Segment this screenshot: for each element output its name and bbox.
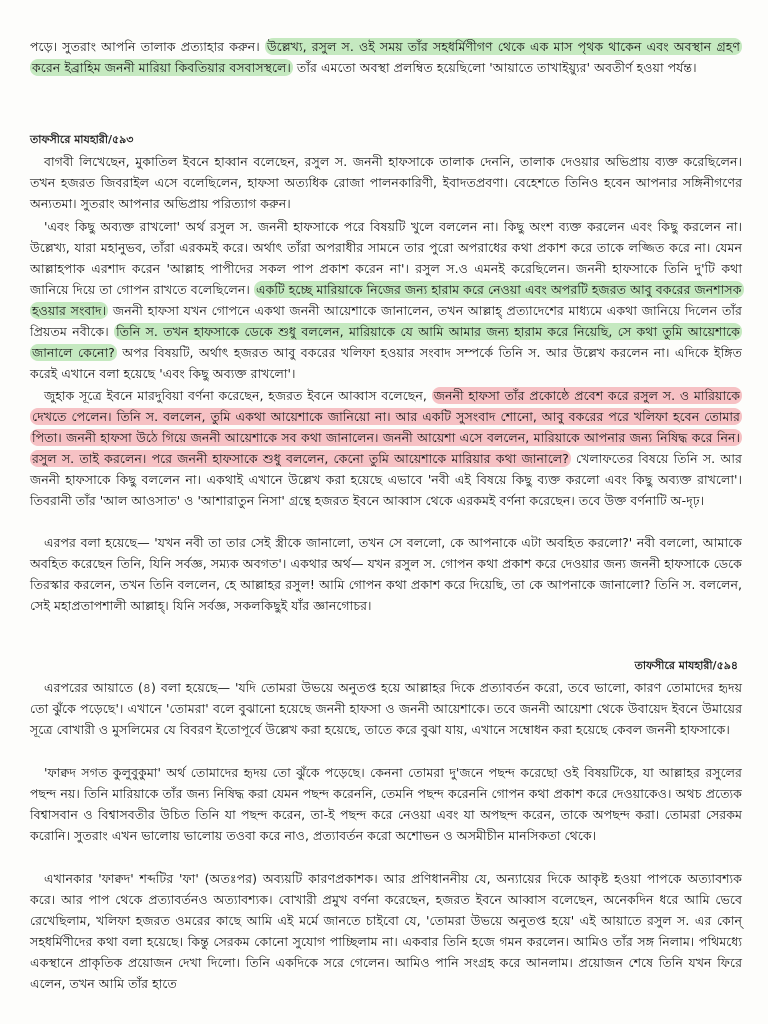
paragraph-text: অপর বিষয়টি, অর্থাৎ হজরত আবু বকরের খলিফা হওয়ার সংবাদ সম্পর্কে তিনি স. আর উল্লেখ করলেন না। এদিকে ইঙ্গিত করেই এখানে বলা হয়েছে 'এবং কিছু অব্যক্ত রাখলো'।	[30, 345, 742, 381]
paragraph: এরপরের আয়াতে (৪) বলা হয়েছে— 'যদি তোমরা উভয়ে অনুতপ্ত হয়ে আল্লাহর দিকে প্রত্যাবর্তন করো, তবে ভালো, কারণ তোমাদের হৃদয় তো ঝুঁকে পড়েছে'। এখানে 'তোমরা' বলে বুঝানো হয়েছে জননী হাফসা ও জননী আয়েশাকে। তবে জননী আয়েশা থেকে উবায়েদ ইবনে উমায়ের সূত্রে বোখারী ও মুসলিমের যে বিবরণ ইতোপূর্বে উল্লেখ করা হয়েছে, তাতে করে বুঝা যায়, এখানে সম্বোধন করা হয়েছে কেবল জননী হাফসাকে।	[30, 680, 742, 737]
paragraph-text: 'এবং কিছু অব্যক্ত রাখলো' অর্থ রসুল স. জননী হাফসাকে পরে বিষয়টি খুলে বললেন না। কিছু অংশ ব্যক্ত করলেন এবং কিছু করলেন না। উল্লেখ্য, যারা মহানুভব, তাঁরা এরকমই করে। অর্থাৎ তাঁরা অপরাধীর সামনে তার পুরো অপরাধের কথা প্রকাশ করে তাকে লজ্জিত করে না। যেমন আল্লাহপাক এরশাদ করেন 'আল্লাহ পাপীদের সকল পাপ প্রকাশ করেন না'। রসুল স.ও এমনই করেছিলেন। জননী হাফসাকে তিনি দু'টি কথা জানিয়ে দিয়ে তা গোপন রাখতে বলেছিলেন।	[30, 219, 742, 297]
paragraph	[30, 216, 742, 384]
paragraph: এখানকার 'ফাক্বদ' শব্দটির 'ফা' (অতঃপর) অব্যয়টি কারণপ্রকাশক। আর প্রণিধাননীয় যে, অন্যায়ের দিকে আকৃষ্ট হওয়া পাপকে অত্যাবশ্যক করে। আর পাপ থেকে প্রত্যাবর্তনও অত্যাবশ্যক। বোখারী প্রমুখ বর্ণনা করেছেন, হজরত ইবনে আব্বাস বলেছেন, অনেকদিন ধরে আমি ভেবে রেখেছিলাম, খলিফা হজরত ওমরের কাছে আমি এই মর্মে জানতে চাইবো যে, 'তোমরা উভয়ে অনুতপ্ত হয়ে' এই আয়াতে রসুল স. এর কোন্ সহধর্মিণীদের কথা বলা হয়েছে। কিন্তু সেরকম কোনো সুযোগ পাচ্ছিলাম না। একবার তিনি হজে গমন করলেন। আমিও তাঁর সঙ্গ নিলাম। পথিমধ্যে একস্থানে প্রাকৃতিক প্রয়োজন দেখা দিলো। তিনি একদিকে সরে গেলেন। আমিও পানি সংগ্রহ করে আনলাম। প্রয়োজন শেষে তিনি যখন ফিরে এলেন, তখন আমি তাঁর হাতে	[30, 871, 742, 991]
paragraph	[30, 385, 742, 511]
green-highlight: তিনি স. তখন হাফসাকে ডেকে শুধু বললেন, মারিয়াকে যে আমি আমার জন্য হারাম করে নিয়েছি, সে কথা তুমি আয়েশাকে জানালে কেনো?	[32, 324, 740, 360]
section-header-594: তাফসীরে মাযহারী/৫৯৪	[634, 659, 738, 672]
section-header-593: তাফসীরে মাযহারী/৫৯৩	[30, 133, 134, 146]
paragraph: বাগবী লিখেছেন, মুকাতিল ইবনে হাব্বান বলেছেন, রসুল স. জননী হাফসাকে তালাক দেননি, তালাক দেওয়ার অভিপ্রায় ব্যক্ত করেছিলেন। তখন হজরত জিবরাইল এসে বলেছিলেন, হাফসা অত্যধিক রোজা পালনকারিণী, ইবাদতপ্রবণা। বেহেশতে তিনিও হবেন আপনার সঙ্গিনীগণের অন্যতমা। সুতরাং আপনার অভিপ্রায় পরিত্যাগ করুন।	[30, 154, 742, 211]
top-paragraph	[30, 36, 742, 78]
paragraph: 'ফাক্বদ সগত কুলুবুকুমা' অর্থ তোমাদের হৃদয় তো ঝুঁকে পড়েছে। কেননা তোমরা দু'জনে পছন্দ করেছো ওই বিষয়টিকে, যা আল্লাহর রসুলের পছন্দ নয়। তিনি মারিয়াকে তাঁর জন্য নিষিদ্ধ করা যেমন পছন্দ করেননি, তেমনি পছন্দ করেননি গোপন কথা প্রকাশ করে দেওয়াকেও। অথচ প্রত্যেক বিশ্বাসবান ও বিশ্বাসবতীর উচিত তিনি যা পছন্দ করেন, তা-ই পছন্দ করে নেওয়া এবং যা অপছন্দ করেন, তাকে অপছন্দ করা। তোমরা সেরকম করোনি। সুতরাং এখন ভালোয় ভালোয় তওবা করে নাও, প্রত্যাবর্তন করো অশোভন ও অসমীচীন মানসিকতা থেকে।	[30, 765, 742, 843]
red-highlight: জননী হাফসা তাঁর প্রকোষ্ঠে প্রবেশ করে রসুল স. ও মারিয়াকে দেখতে পেলেন। তিনি স. বললেন, তুমি একথা আয়েশাকে জানিয়ো না। আর একটি সুসংবাদ শোনো, আবু বকরের পরে খলিফা হবেন তোমার পিতা। জননী হাফসা উঠে গিয়ে জননী আয়েশাকে সব কথা জানালেন। জননী আয়েশা এসে বললেন, মারিয়াকে আপনার জন্য নিষিদ্ধ করে নিন। রসুল স. তাই করলেন। পরে জননী হাফসাকে শুধু বললেন, কেনো তুমি আয়েশাকে মারিয়ার কথা জানালে?	[32, 388, 741, 466]
paragraph-text: খেলাফতের বিষয়ে তিনি স. আর জননী হাফসাকে কিছু বললেন না। একথাই এখানে উল্লেখ করা হয়েছে এভাবে 'নবী এই বিষয়ে কিছু ব্যক্ত করলো এবং কিছু অব্যক্ত রাখলো'। তিবরানী তাঁর 'আল আওসাত' ও 'আশারাতুন নিসা' গ্রন্থে হজরত ইবনে আব্বাস থেকে এরকমই বর্ণনা করেছেন। তবে উক্ত বর্ণনাটি অ-দৃঢ়।	[30, 451, 742, 508]
green-highlight: একটি হচ্ছে মারিয়াকে নিজের জন্য হারাম করে নেওয়া এবং অপরটি হজরত আবু বকরের জনশাসক হওয়ার সংবাদ।	[32, 282, 742, 318]
paragraph-text: জুহাক সূত্রে ইবনে মারদুবিয়া বর্ণনা করেছেন, হজরত ইবনে আব্বাস বলেছেন,	[44, 388, 432, 403]
top-paragraph-text: পড়ে। সুতরাং আপনি তালাক প্রত্যাহার করুন।	[30, 39, 265, 54]
top-paragraph-text: তাঁর এমতো অবস্থা প্রলম্বিত হয়েছিলো 'আয়াতে তাখাইয়্যুর' অবতীর্ণ হওয়া পর্যন্ত।	[292, 60, 697, 75]
paragraph-text: জননী হাফসা যখন গোপনে একথা জননী আয়েশাকে জানালেন, তখন আল্লাহ্ প্রত্যাদেশের মাধ্যমে একথা জানিয়ে দিলেন তাঁর প্রিয়তম নবীকে।	[30, 303, 742, 339]
paragraph: এরপর বলা হয়েছে— 'যখন নবী তা তার সেই স্ত্রীকে জানালো, তখন সে বললো, কে আপনাকে এটা অবহিত করলো?' নবী বললো, আমাকে অবহিত করেছেন তিনি, যিনি সর্বজ্ঞ, সম্যক অবগত'। একথার অর্থ— যখন রসুল স. গোপন কথা প্রকাশ করে দেওয়ার জন্য জননী হাফসাকে ডেকে তিরস্কার করলেন, তখন তিনি বললেন, হে আল্লাহর রসুল! আমি গোপন কথা প্রকাশ করে দিয়েছি, তা কে আপনাকে জানালো? তিনি স. বললেন, সেই মহাপ্রতাপশালী আল্লাহ্। যিনি সর্বজ্ঞ, সকলকিছুই যাঁর জ্ঞানগোচর।	[30, 535, 742, 613]
green-highlight: উল্লেখ্য, রসুল স. ওই সময় তাঁর সহধর্মিণীগণ থেকে এক মাস পৃথক থাকেন এবং অবস্থান গ্রহণ করেন ইব্রাহিম জননী মারিয়া কিবতিয়ার বসবাসস্থলে।	[32, 39, 740, 75]
